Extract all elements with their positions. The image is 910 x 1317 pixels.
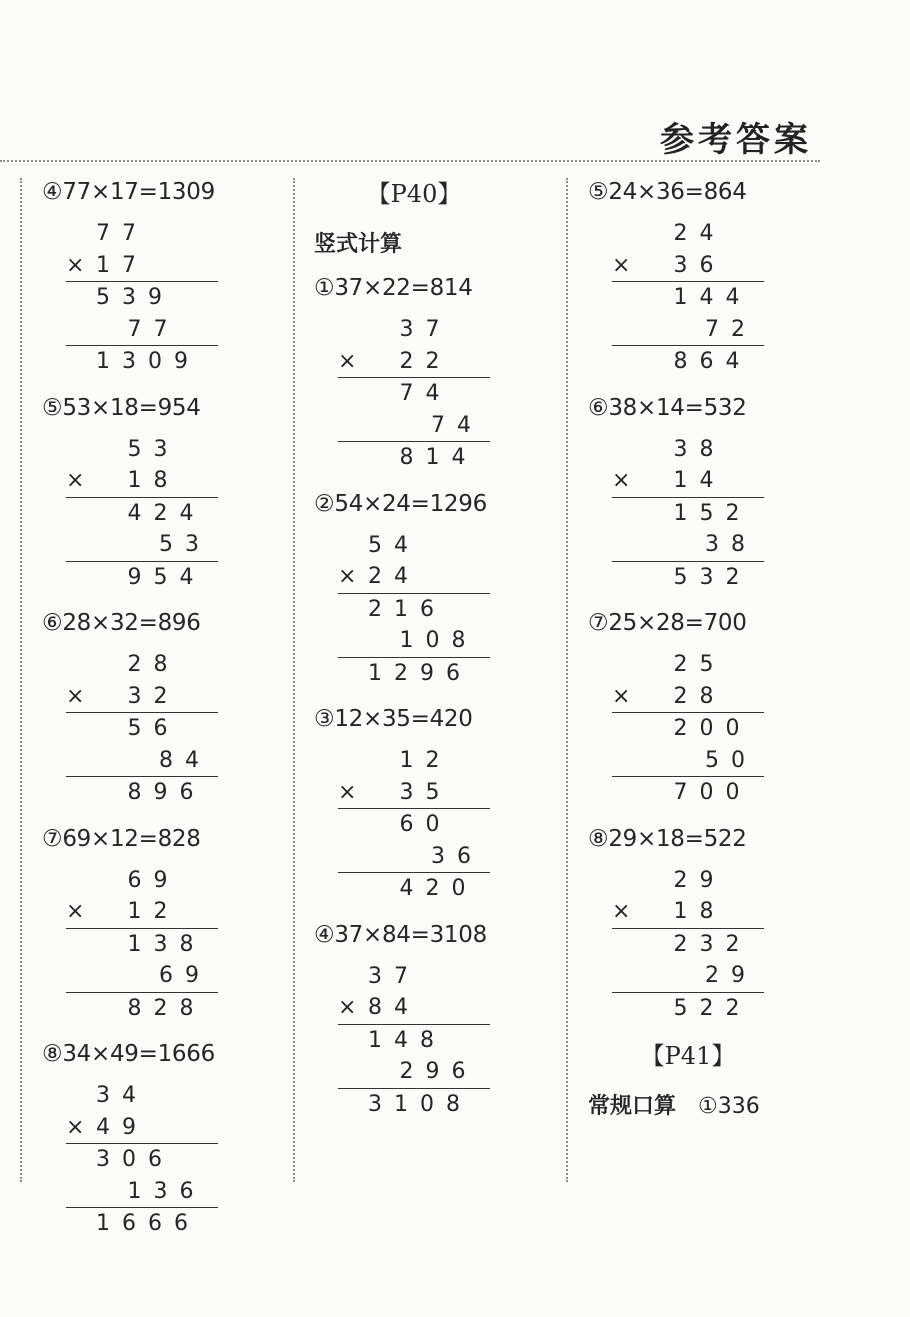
calc-digits: 18	[127, 468, 180, 493]
problem-equation: ④77×17=1309	[42, 179, 215, 205]
vertical-multiplication	[338, 530, 490, 690]
vertical-multiplication	[66, 649, 218, 809]
times-sign: ×	[338, 348, 357, 374]
calc-line	[66, 434, 218, 466]
calc-line	[66, 562, 218, 594]
calc-line	[66, 777, 218, 809]
problem-equation: ③12×35=420	[314, 706, 473, 732]
calc-digits: 896	[127, 780, 206, 805]
calc-digits: 60	[399, 812, 452, 837]
calc-line	[612, 346, 764, 378]
problem-equation: ⑦25×28=700	[588, 610, 747, 636]
answer-column-3	[588, 172, 828, 1130]
calc-digits: 424	[127, 500, 206, 526]
section-title: 常规口算	[588, 1094, 677, 1119]
calc-digits: 1666	[96, 1211, 200, 1236]
times-sign: ×	[338, 995, 357, 1020]
times-sign: ×	[338, 564, 357, 589]
calc-line	[338, 594, 490, 626]
calc-line	[338, 1056, 490, 1089]
calc-digits: 216	[368, 596, 446, 622]
calc-digits: 36	[673, 252, 726, 278]
calc-line	[338, 1025, 490, 1057]
calc-digits: 306	[96, 1147, 174, 1172]
calc-digits: 296	[399, 1059, 478, 1084]
calc-digits: 138	[127, 931, 206, 957]
calc-line	[338, 873, 490, 905]
calc-digits: 29	[705, 963, 757, 988]
calc-digits: 18	[673, 899, 726, 924]
calc-line	[66, 282, 218, 314]
calc-digits: 72	[705, 316, 757, 342]
calc-line	[66, 218, 218, 250]
calc-digits: 17	[96, 252, 148, 278]
calc-line	[338, 314, 490, 346]
calc-line	[612, 250, 764, 283]
calc-digits: 954	[127, 564, 206, 590]
vertical-multiplication	[612, 865, 764, 1025]
times-sign: ×	[338, 779, 357, 805]
calc-digits: 108	[399, 628, 478, 653]
calc-line	[66, 993, 218, 1025]
times-sign: ×	[612, 468, 631, 493]
calc-digits: 84	[159, 747, 211, 773]
calc-digits: 74	[399, 381, 452, 406]
calc-digits: 200	[673, 716, 752, 741]
calc-line	[612, 993, 764, 1025]
problem-equation: ⑦69×12=828	[42, 825, 201, 852]
problem-equation: ⑥28×32=896	[42, 610, 201, 636]
calc-digits: 532	[673, 564, 752, 590]
calc-line	[612, 960, 764, 993]
calc-digits: 77	[96, 221, 148, 246]
calc-digits: 814	[399, 445, 478, 470]
calc-line	[612, 777, 764, 809]
problem-equation: ②54×24=1296	[314, 490, 487, 517]
calc-digits: 32	[127, 683, 180, 709]
times-sign: ×	[612, 899, 631, 924]
calc-digits: 700	[673, 780, 752, 805]
calc-digits: 69	[159, 963, 211, 988]
calc-digits: 12	[399, 748, 452, 773]
calc-line	[66, 346, 218, 378]
calc-digits: 28	[673, 683, 726, 709]
times-sign: ×	[66, 899, 85, 924]
problem-equation: ⑤24×36=864	[588, 179, 747, 205]
calc-line	[338, 378, 490, 410]
calc-line	[66, 1176, 218, 1209]
calc-line	[612, 282, 764, 314]
calc-line	[66, 314, 218, 347]
calc-digits: 828	[127, 995, 206, 1021]
calc-digits: 24	[368, 564, 420, 589]
calc-digits: 53	[127, 436, 180, 462]
calc-digits: 29	[673, 867, 726, 893]
calc-digits: 28	[127, 652, 180, 677]
calc-line	[66, 929, 218, 961]
vertical-multiplication	[66, 218, 218, 378]
calc-digits: 136	[127, 1178, 206, 1204]
calc-line	[338, 410, 490, 443]
calc-line	[66, 960, 218, 993]
calc-line	[612, 434, 764, 466]
vertical-multiplication	[338, 961, 490, 1121]
calc-line	[66, 681, 218, 714]
calc-line	[612, 865, 764, 897]
calc-digits: 420	[399, 876, 478, 901]
calc-digits: 1296	[368, 660, 472, 686]
calc-line	[338, 961, 490, 993]
page-number-heading: 【P40】	[366, 180, 462, 208]
calc-digits: 12	[127, 899, 180, 924]
vertical-multiplication	[338, 745, 490, 905]
section-heading	[314, 222, 554, 268]
page-number-heading: 【P41】	[640, 1042, 736, 1070]
calc-line	[612, 649, 764, 681]
calc-line	[338, 625, 490, 658]
calc-digits: 864	[673, 349, 752, 374]
section-title: 竖式计算	[314, 232, 403, 257]
calc-line	[612, 562, 764, 594]
answer-column-1	[42, 172, 282, 1250]
calc-digits: 56	[127, 716, 180, 741]
calc-digits: 1309	[96, 349, 200, 374]
calc-digits: 84	[368, 995, 420, 1020]
calc-digits: 14	[673, 468, 726, 493]
calc-digits: 22	[399, 348, 452, 374]
calc-line	[338, 530, 490, 562]
calc-line	[612, 745, 764, 778]
calc-digits: 152	[673, 500, 752, 526]
calc-line	[66, 1208, 218, 1240]
calc-digits: 3108	[368, 1091, 472, 1117]
calc-digits: 37	[368, 963, 420, 989]
calc-line	[66, 896, 218, 929]
times-sign: ×	[612, 252, 631, 278]
calc-digits: 49	[96, 1114, 148, 1140]
problem-equation: ⑧34×49=1666	[42, 1041, 215, 1067]
calc-line	[66, 649, 218, 681]
problem-equation: ⑤53×18=954	[42, 394, 201, 421]
times-sign: ×	[66, 1114, 85, 1140]
calc-digits: 148	[368, 1027, 446, 1053]
answer-column-2	[314, 172, 554, 1130]
times-sign: ×	[66, 683, 85, 709]
calc-line	[66, 465, 218, 498]
calc-digits: 53	[159, 532, 211, 557]
calc-line	[612, 314, 764, 347]
calc-line	[612, 218, 764, 250]
calc-line	[338, 745, 490, 777]
times-sign: ×	[66, 468, 85, 493]
calc-digits: 38	[705, 532, 757, 557]
section-heading	[588, 1084, 828, 1130]
calc-line	[338, 442, 490, 474]
calc-digits: 144	[673, 285, 752, 310]
calc-line	[612, 681, 764, 714]
calc-digits: 34	[96, 1083, 148, 1108]
calc-digits: 35	[399, 779, 452, 805]
vertical-multiplication	[66, 434, 218, 594]
header-divider	[0, 160, 820, 162]
calc-digits: 24	[673, 221, 726, 246]
page-header-title: 参考答案	[660, 120, 812, 160]
calc-line	[612, 529, 764, 562]
calc-line	[66, 1144, 218, 1176]
calc-line	[338, 658, 490, 690]
calc-line	[612, 465, 764, 498]
column-divider	[293, 178, 295, 1182]
calc-digits: 54	[368, 532, 420, 558]
vertical-multiplication	[338, 314, 490, 474]
calc-line	[66, 498, 218, 530]
calc-digits: 36	[431, 843, 483, 869]
calc-digits: 37	[399, 317, 452, 342]
calc-line	[338, 346, 490, 379]
vertical-multiplication	[612, 649, 764, 809]
calc-digits: 50	[705, 747, 757, 773]
vertical-multiplication	[612, 434, 764, 594]
column-divider	[566, 178, 568, 1182]
calc-digits: 522	[673, 995, 752, 1021]
problem-equation: ①37×22=814	[314, 275, 473, 301]
calc-line	[612, 498, 764, 530]
calc-line	[338, 1089, 490, 1121]
calc-line	[338, 809, 490, 841]
problem-equation: ⑧29×18=522	[588, 825, 747, 852]
calc-line	[612, 929, 764, 961]
problem-equation: ④37×84=3108	[314, 921, 487, 948]
calc-line	[66, 1080, 218, 1112]
section-first-answer: ①336	[698, 1094, 760, 1119]
calc-line	[66, 1112, 218, 1145]
calc-digits: 69	[127, 867, 180, 893]
calc-digits: 232	[673, 931, 752, 957]
column-divider	[20, 178, 22, 1182]
calc-digits: 74	[431, 412, 483, 438]
calc-line	[66, 250, 218, 283]
calc-line	[66, 745, 218, 778]
calc-line	[66, 865, 218, 897]
problem-equation: ⑥38×14=532	[588, 394, 747, 421]
calc-line	[338, 841, 490, 874]
calc-digits: 25	[673, 652, 726, 677]
vertical-multiplication	[66, 1080, 218, 1240]
times-sign: ×	[66, 252, 85, 278]
calc-digits: 77	[127, 316, 180, 342]
calc-line	[612, 896, 764, 929]
calc-line	[66, 529, 218, 562]
calc-digits: 38	[673, 436, 726, 462]
calc-digits: 539	[96, 285, 174, 310]
calc-line	[66, 713, 218, 745]
calc-line	[612, 713, 764, 745]
calc-line	[338, 992, 490, 1025]
vertical-multiplication	[612, 218, 764, 378]
calc-line	[338, 561, 490, 594]
calc-line	[338, 777, 490, 810]
vertical-multiplication	[66, 865, 218, 1025]
times-sign: ×	[612, 683, 631, 709]
